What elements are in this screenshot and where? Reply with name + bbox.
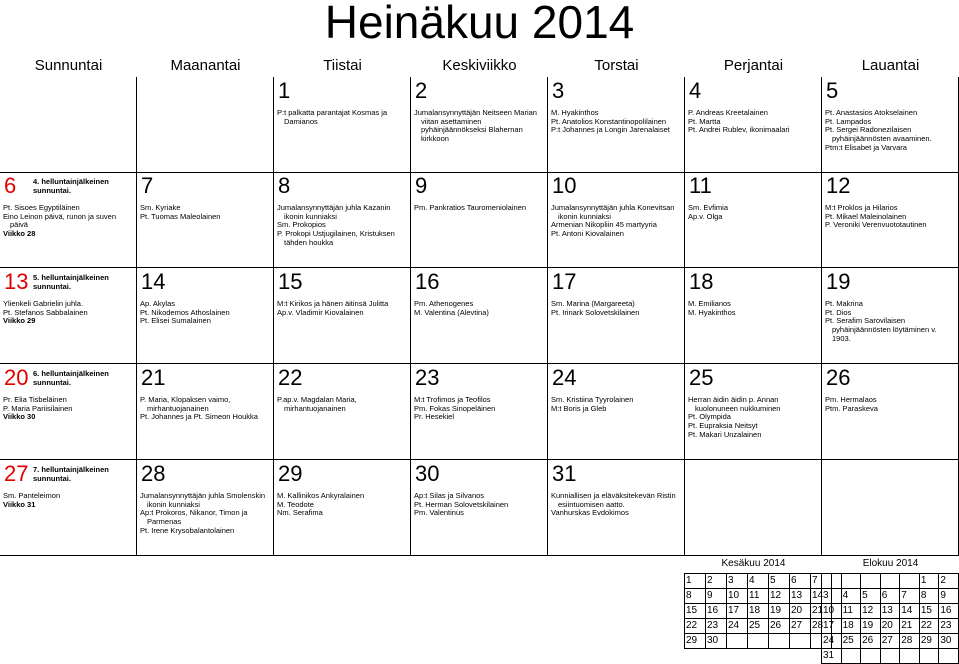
mini-calendar-day: 27 <box>790 619 811 634</box>
day-cell <box>274 172 411 268</box>
sunday-label: 5. helluntainjälkeinen sunnuntai. <box>33 273 109 291</box>
saint-line: M. Hyakinthos <box>688 307 736 317</box>
saints-list <box>140 300 271 326</box>
saints-list <box>688 396 819 440</box>
day-cell <box>137 364 274 460</box>
mini-calendar-day: 1 <box>685 574 706 589</box>
weekday-6: Lauantai <box>861 57 920 74</box>
day-number: 13 <box>4 269 29 294</box>
mini-calendar-day <box>769 634 790 649</box>
day-number: 30 <box>415 461 440 486</box>
saint-line: M. Teodote <box>277 499 314 509</box>
mini-calendar-day <box>822 574 842 589</box>
mini-calendar-row <box>822 634 959 649</box>
saint-line: viitan asettaminen <box>421 116 482 126</box>
day-cell <box>411 364 548 460</box>
saint-line: Pt. Mikael Maleinolainen <box>825 211 907 221</box>
saint-line: Pt. Sisoes Egyptiläinen <box>3 203 80 212</box>
saint-line: Jumalansynnyttäjän juhla Kazanin <box>277 203 391 212</box>
day-cell <box>411 460 548 556</box>
day-cell <box>137 268 274 364</box>
day-number: 1 <box>278 78 291 103</box>
day-cell <box>274 77 411 173</box>
saint-line: mirhantuojanainen <box>147 403 209 413</box>
day-number: 5 <box>826 78 839 103</box>
saints-list <box>551 204 682 239</box>
day-cell <box>0 460 137 556</box>
saints-list <box>3 300 134 326</box>
sunday-label: 6. helluntainjälkeinen sunnuntai. <box>33 369 109 387</box>
saint-line: M. Valentina (Alevtina) <box>414 307 489 317</box>
mini-calendar-day: 25 <box>748 619 769 634</box>
saint-line: M:t Kirikos ja hänen äitinsä Julitta <box>277 299 389 308</box>
day-cell <box>548 172 685 268</box>
saints-list <box>551 109 682 135</box>
weekday-5: Perjantai <box>723 57 784 74</box>
saint-line: Eino Leinon päivä, runon ja suven <box>3 211 116 221</box>
saint-line: Parmenas <box>147 517 182 527</box>
mini-calendar-day: 11 <box>841 604 861 619</box>
saint-line: Ap.v. Olga <box>688 211 723 221</box>
day-number: 6 <box>4 173 17 198</box>
mini-calendar-day: 6 <box>880 589 900 604</box>
mini-calendar-row <box>685 619 832 634</box>
mini-calendar-day: 4 <box>841 589 861 604</box>
mini-calendar-day: 6 <box>790 574 811 589</box>
saints-list <box>140 396 271 422</box>
mini-calendar-day: 26 <box>861 634 881 649</box>
saint-line: Herran äidin äidin p. Annan <box>688 395 779 404</box>
saints-list <box>414 492 545 518</box>
saint-line: Kunniallisen ja eläväksitekevän Ristin <box>551 491 676 500</box>
mini-calendar-day: 23 <box>706 619 727 634</box>
mini-calendar-day: 21 <box>811 604 832 619</box>
week-number: Viikko 31 <box>3 499 36 509</box>
day-cell <box>548 77 685 173</box>
mini-calendar-row <box>822 574 959 589</box>
mini-calendar-day: 13 <box>790 589 811 604</box>
mini-calendar-row <box>822 604 959 619</box>
day-number: 15 <box>278 269 303 294</box>
mini-calendar-row <box>822 619 959 634</box>
mini-calendar-day: 27 <box>880 634 900 649</box>
saint-line: P. Maria Pariisilainen <box>3 403 73 413</box>
day-number: 11 <box>689 173 712 198</box>
saint-line: Armenian Nikopliin 45 martyyria <box>551 220 657 230</box>
day-cell <box>137 460 274 556</box>
mini-calendar-day: 29 <box>685 634 706 649</box>
saint-line: Sm. Kristiina Tyyrolainen <box>551 395 634 404</box>
saint-line: Pt. Olympida <box>688 412 731 422</box>
mini-calendar-day <box>880 574 900 589</box>
saint-line: P:t palkatta parantajat Kosmas ja <box>277 108 388 117</box>
saint-line: Pm. Fokas Sinopeläinen <box>414 403 496 413</box>
saint-line: Pt. Anatolios Konstantinopolilainen <box>551 116 667 126</box>
day-number: 21 <box>141 365 166 390</box>
saint-line: Pt. Andrei Rublev, ikonimaalari <box>688 125 790 135</box>
mini-calendar-day: 10 <box>822 604 842 619</box>
saints-list <box>3 204 134 239</box>
mini-calendar-day <box>841 574 861 589</box>
day-cell <box>822 460 959 556</box>
day-cell <box>274 460 411 556</box>
saint-line: Ap:t Silas ja Silvanos <box>414 491 485 500</box>
sunday-label: 4. helluntainjälkeinen sunnuntai. <box>33 177 109 195</box>
saint-line: M:t Trofimos ja Teofilos <box>414 395 491 404</box>
saints-list <box>825 109 956 153</box>
day-cell <box>0 364 137 460</box>
saint-line: Nm. Serafima <box>277 508 323 518</box>
mini-calendar-row <box>822 589 959 604</box>
saint-line: M. Kallinikos Ankyralainen <box>277 491 365 500</box>
saint-line: M:t Boris ja Gleb <box>551 403 607 413</box>
day-number: 16 <box>415 269 440 294</box>
saint-line: Pt. Johannes ja Pt. Simeon Houkka <box>140 412 258 422</box>
day-cell <box>274 364 411 460</box>
day-number: 23 <box>415 365 440 390</box>
saint-line: ikonin kunniaksi <box>284 211 337 221</box>
weekday-4: Torstai <box>594 57 639 74</box>
mini-calendar-day: 29 <box>919 634 939 649</box>
mini-calendar-row <box>685 604 832 619</box>
mini-calendar-day <box>727 634 748 649</box>
day-number: 18 <box>689 269 714 294</box>
day-number: 9 <box>415 173 428 198</box>
mini-calendar-day: 12 <box>861 604 881 619</box>
saints-list <box>277 300 408 317</box>
saint-line: P.ap.v. Magdalan Maria, <box>277 395 357 404</box>
day-cell <box>685 172 822 268</box>
saint-line: P:t Johannes ja Longin Jarenalaiset <box>551 125 670 135</box>
mini-calendar-day: 20 <box>790 604 811 619</box>
day-cell <box>137 77 274 173</box>
day-number: 20 <box>4 365 29 390</box>
saint-line: Pt. Herman Solovetskilainen <box>414 499 509 509</box>
day-cell <box>548 268 685 364</box>
mini-calendar-day: 10 <box>727 589 748 604</box>
mini-calendar-day <box>900 574 920 589</box>
mini-calendar-row <box>685 634 832 649</box>
saint-line: P. Maria, Klopaksen vaimo, <box>140 395 231 404</box>
mini-calendar-day: 24 <box>822 634 842 649</box>
saint-line: kirkkoon <box>421 134 449 144</box>
saint-line: Ptm:t Elisabet ja Varvara <box>825 142 907 152</box>
mini-calendar-day <box>790 634 811 649</box>
mini-calendar-day: 7 <box>811 574 832 589</box>
saint-line: P. Prokopi Ustjugilainen, Kristuksen <box>277 229 395 239</box>
mini-calendar-day: 19 <box>769 604 790 619</box>
saints-list <box>825 396 956 413</box>
saint-line: Ap. Akylas <box>140 299 176 308</box>
saints-list <box>551 396 682 413</box>
weekday-2: Tiistai <box>323 57 362 74</box>
day-number: 10 <box>552 173 577 198</box>
saint-line: Pr. Hesekiel <box>414 412 455 422</box>
saint-line: Ap:t Prokoros, Nikanor, Timon ja <box>140 508 248 518</box>
mini-calendar-day: 14 <box>900 604 920 619</box>
saints-list <box>3 492 134 509</box>
saint-line: Pt. Tuomas Maleolainen <box>140 211 221 221</box>
saint-line: Ylienkeli Gabrielin juhla. <box>3 299 84 308</box>
mini-calendar-day: 22 <box>919 619 939 634</box>
saints-list <box>414 109 545 144</box>
saint-line: Pt. Martta <box>688 116 721 126</box>
mini-calendar-day: 5 <box>769 574 790 589</box>
mini-calendar-day <box>748 634 769 649</box>
mini-calendar-row <box>685 589 832 604</box>
day-cell <box>0 268 137 364</box>
saint-line: Ptm. Paraskeva <box>825 403 878 413</box>
saint-line: Pt. Makrina <box>825 299 863 308</box>
day-cell <box>411 172 548 268</box>
week-number: Viikko 28 <box>3 229 36 239</box>
saint-line: Pt. Makari Unzalainen <box>688 429 762 439</box>
weekday-header <box>0 56 959 76</box>
mini-calendar-day: 15 <box>685 604 706 619</box>
mini-calendar-day: 20 <box>880 619 900 634</box>
calendar-grid <box>0 77 959 557</box>
saint-line: Jumalansynnyttäjän juhla Konevitsan <box>551 203 675 212</box>
day-cell <box>137 172 274 268</box>
weekday-0: Sunnuntai <box>34 57 103 74</box>
saint-line: pyhäinjäännökseksi Blahernan <box>421 125 523 135</box>
saints-list <box>688 109 819 135</box>
weekday-1: Maanantai <box>170 57 241 74</box>
saint-line: Pt. Nikodemos Athoslainen <box>140 307 230 317</box>
day-number: 27 <box>4 461 29 486</box>
mini-calendar-day <box>900 649 920 664</box>
mini-calendar-day: 21 <box>900 619 920 634</box>
mini-calendar-day: 9 <box>939 589 959 604</box>
saints-list <box>140 492 271 536</box>
saint-line: päivä <box>10 220 28 230</box>
mini-calendar-day: 30 <box>706 634 727 649</box>
saint-line: Damianos <box>284 116 318 126</box>
mini-calendar-day: 16 <box>706 604 727 619</box>
mini-calendar-day: 30 <box>939 634 959 649</box>
day-cell <box>411 268 548 364</box>
saint-line: M:t Proklos ja Hilarios <box>825 203 898 212</box>
day-number: 17 <box>552 269 577 294</box>
saints-list <box>140 204 271 221</box>
saints-list <box>277 109 408 126</box>
day-cell <box>411 77 548 173</box>
mini-calendar-day: 3 <box>822 589 842 604</box>
saint-line: M. Emilianos <box>688 299 731 308</box>
saint-line: P. Andreas Kreetalainen <box>688 108 768 117</box>
mini-calendar-day: 28 <box>900 634 920 649</box>
mini-calendar-day: 3 <box>727 574 748 589</box>
saint-line: esiintuomisen aatto. <box>558 499 625 509</box>
mini-calendar-day <box>841 649 861 664</box>
day-cell <box>274 268 411 364</box>
day-cell <box>822 172 959 268</box>
day-number: 31 <box>552 461 577 486</box>
day-number: 25 <box>689 365 714 390</box>
saint-line: Pt. Antoni Kiovalainen <box>551 229 624 239</box>
saints-list <box>688 204 819 221</box>
saint-line: Jumalansynnyttäjän juhla Smolenskin <box>140 491 266 500</box>
saint-line: Pt. Dios <box>825 307 852 317</box>
day-cell <box>0 172 137 268</box>
saint-line: ikonin kunniaksi <box>147 499 200 509</box>
mini-calendar-day: 26 <box>769 619 790 634</box>
page-title: Heinäkuu 2014 <box>324 0 635 48</box>
mini-calendar-day: 14 <box>811 589 832 604</box>
mini-calendar-day <box>919 649 939 664</box>
mini-calendar-day <box>939 649 959 664</box>
saints-list <box>3 396 134 422</box>
saint-line: pyhäinjäännösten avaaminen. <box>832 134 932 144</box>
mini-calendar-august <box>821 573 959 664</box>
saint-line: Sm. Panteleimon <box>3 491 61 500</box>
saint-line: Pt. Anastasios Atokselainen <box>825 108 918 117</box>
day-cell <box>685 77 822 173</box>
day-cell <box>822 268 959 364</box>
mini-calendar-day: 15 <box>919 604 939 619</box>
saints-list <box>688 300 819 317</box>
saint-line: Pt. Sergei Radonezilaisen <box>825 125 912 135</box>
day-cell <box>548 364 685 460</box>
saint-line: M. Hyakinthos <box>551 108 599 117</box>
mini-calendar-day: 16 <box>939 604 959 619</box>
day-cell <box>0 77 137 173</box>
day-number: 28 <box>141 461 166 486</box>
day-cell <box>822 77 959 173</box>
saint-line: Jumalansynnyttäjän Neitseen Marian <box>414 108 537 117</box>
saint-line: Pt. Stefanos Sabbalainen <box>3 307 88 317</box>
day-cell <box>685 268 822 364</box>
saints-list <box>414 396 545 422</box>
mini-calendar-june-title: Kesäkuu 2014 <box>721 558 786 569</box>
saint-line: Sm. Prokopios <box>277 220 326 230</box>
saint-line: Pt. Irene Krysobalantolainen <box>140 525 235 535</box>
mini-calendar-day: 8 <box>685 589 706 604</box>
day-cell <box>685 460 822 556</box>
saint-line: tähden houkka <box>284 237 334 247</box>
mini-calendar-day: 28 <box>811 619 832 634</box>
mini-calendar-august-title: Elokuu 2014 <box>862 558 919 569</box>
day-number: 29 <box>278 461 303 486</box>
saints-list <box>277 492 408 518</box>
saint-line: Ap.v. Vladimir Kiovalainen <box>277 307 364 317</box>
saint-line: 1903. <box>832 333 851 343</box>
saint-line: ikonin kunniaksi <box>558 211 611 221</box>
saint-line: Pt. Eupraksia Neitsyt <box>688 421 758 431</box>
mini-calendar-day: 8 <box>919 589 939 604</box>
saint-line: pyhäinjäännösten löytäminen v. <box>832 325 937 335</box>
saints-list <box>551 492 682 518</box>
mini-calendar-day: 17 <box>822 619 842 634</box>
day-cell <box>822 364 959 460</box>
saint-line: P. Veroniki Verenvuototautinen <box>825 220 927 230</box>
mini-calendar-day: 7 <box>900 589 920 604</box>
mini-calendar-day: 13 <box>880 604 900 619</box>
mini-calendar-day <box>861 649 881 664</box>
saint-line: kuolonuneen nukkuminen <box>695 403 781 413</box>
mini-calendar-day: 2 <box>706 574 727 589</box>
day-number: 8 <box>278 173 291 198</box>
day-number: 14 <box>141 269 166 294</box>
saints-list <box>551 300 682 317</box>
saints-list <box>277 396 408 413</box>
saint-line: Sm. Evfimia <box>688 203 729 212</box>
saint-line: Pt. Serafim Sarovilaisen <box>825 316 906 326</box>
mini-calendar-day: 1 <box>919 574 939 589</box>
mini-calendar-day: 5 <box>861 589 881 604</box>
day-number: 2 <box>415 78 428 103</box>
saints-list <box>414 300 545 317</box>
day-number: 3 <box>552 78 565 103</box>
day-number: 4 <box>689 78 702 103</box>
week-number: Viikko 29 <box>3 316 36 326</box>
day-number: 19 <box>826 269 851 294</box>
day-number: 22 <box>278 365 303 390</box>
mini-calendar-june <box>684 573 832 649</box>
mini-calendar-day: 17 <box>727 604 748 619</box>
saint-line: Pr. Elia Tisbeläinen <box>3 395 67 404</box>
day-number: 26 <box>826 365 851 390</box>
day-number: 7 <box>141 173 154 198</box>
saints-list <box>277 204 408 248</box>
mini-calendar-day: 23 <box>939 619 959 634</box>
mini-calendar-day: 18 <box>748 604 769 619</box>
weekday-3: Keskiviikko <box>442 57 517 74</box>
saint-line: Pm. Hermalaos <box>825 395 877 404</box>
mini-calendar-day <box>861 574 881 589</box>
saint-line: mirhantuojanainen <box>284 403 346 413</box>
mini-calendar-day: 31 <box>822 649 842 664</box>
mini-calendar-day: 2 <box>939 574 959 589</box>
mini-calendar-row <box>822 649 959 664</box>
day-cell <box>685 364 822 460</box>
day-number: 24 <box>552 365 577 390</box>
saint-line: Pt. Lampados <box>825 116 872 126</box>
saint-line: Pt. Irinark Solovetskilainen <box>551 307 640 317</box>
mini-calendar-day: 9 <box>706 589 727 604</box>
day-number: 12 <box>826 173 851 198</box>
saint-line: Pm. Athenogenes <box>414 299 474 308</box>
mini-calendar-day: 25 <box>841 634 861 649</box>
saints-list <box>825 300 956 344</box>
mini-calendar-day: 22 <box>685 619 706 634</box>
saints-list <box>825 204 956 230</box>
saint-line: Vanhurskas Evdokimos <box>551 508 629 518</box>
mini-calendar-day <box>880 649 900 664</box>
mini-calendar-day: 4 <box>748 574 769 589</box>
sunday-label: 7. helluntainjälkeinen sunnuntai. <box>33 465 109 483</box>
saint-line: Sm. Kyriake <box>140 203 181 212</box>
mini-calendar-row <box>685 574 832 589</box>
saints-list <box>414 204 545 213</box>
day-cell <box>548 460 685 556</box>
week-number: Viikko 30 <box>3 412 36 422</box>
saint-line: Pm. Valentinus <box>414 508 464 518</box>
saint-line: Pm. Pankratios Tauromeniolainen <box>414 203 527 212</box>
mini-calendar-day: 24 <box>727 619 748 634</box>
mini-calendar-day: 19 <box>861 619 881 634</box>
mini-calendar-day: 12 <box>769 589 790 604</box>
mini-calendar-day: 11 <box>748 589 769 604</box>
mini-calendar-day: 18 <box>841 619 861 634</box>
saint-line: Sm. Marina (Margareeta) <box>551 299 635 308</box>
saint-line: Pt. Elisei Sumalainen <box>140 316 211 326</box>
